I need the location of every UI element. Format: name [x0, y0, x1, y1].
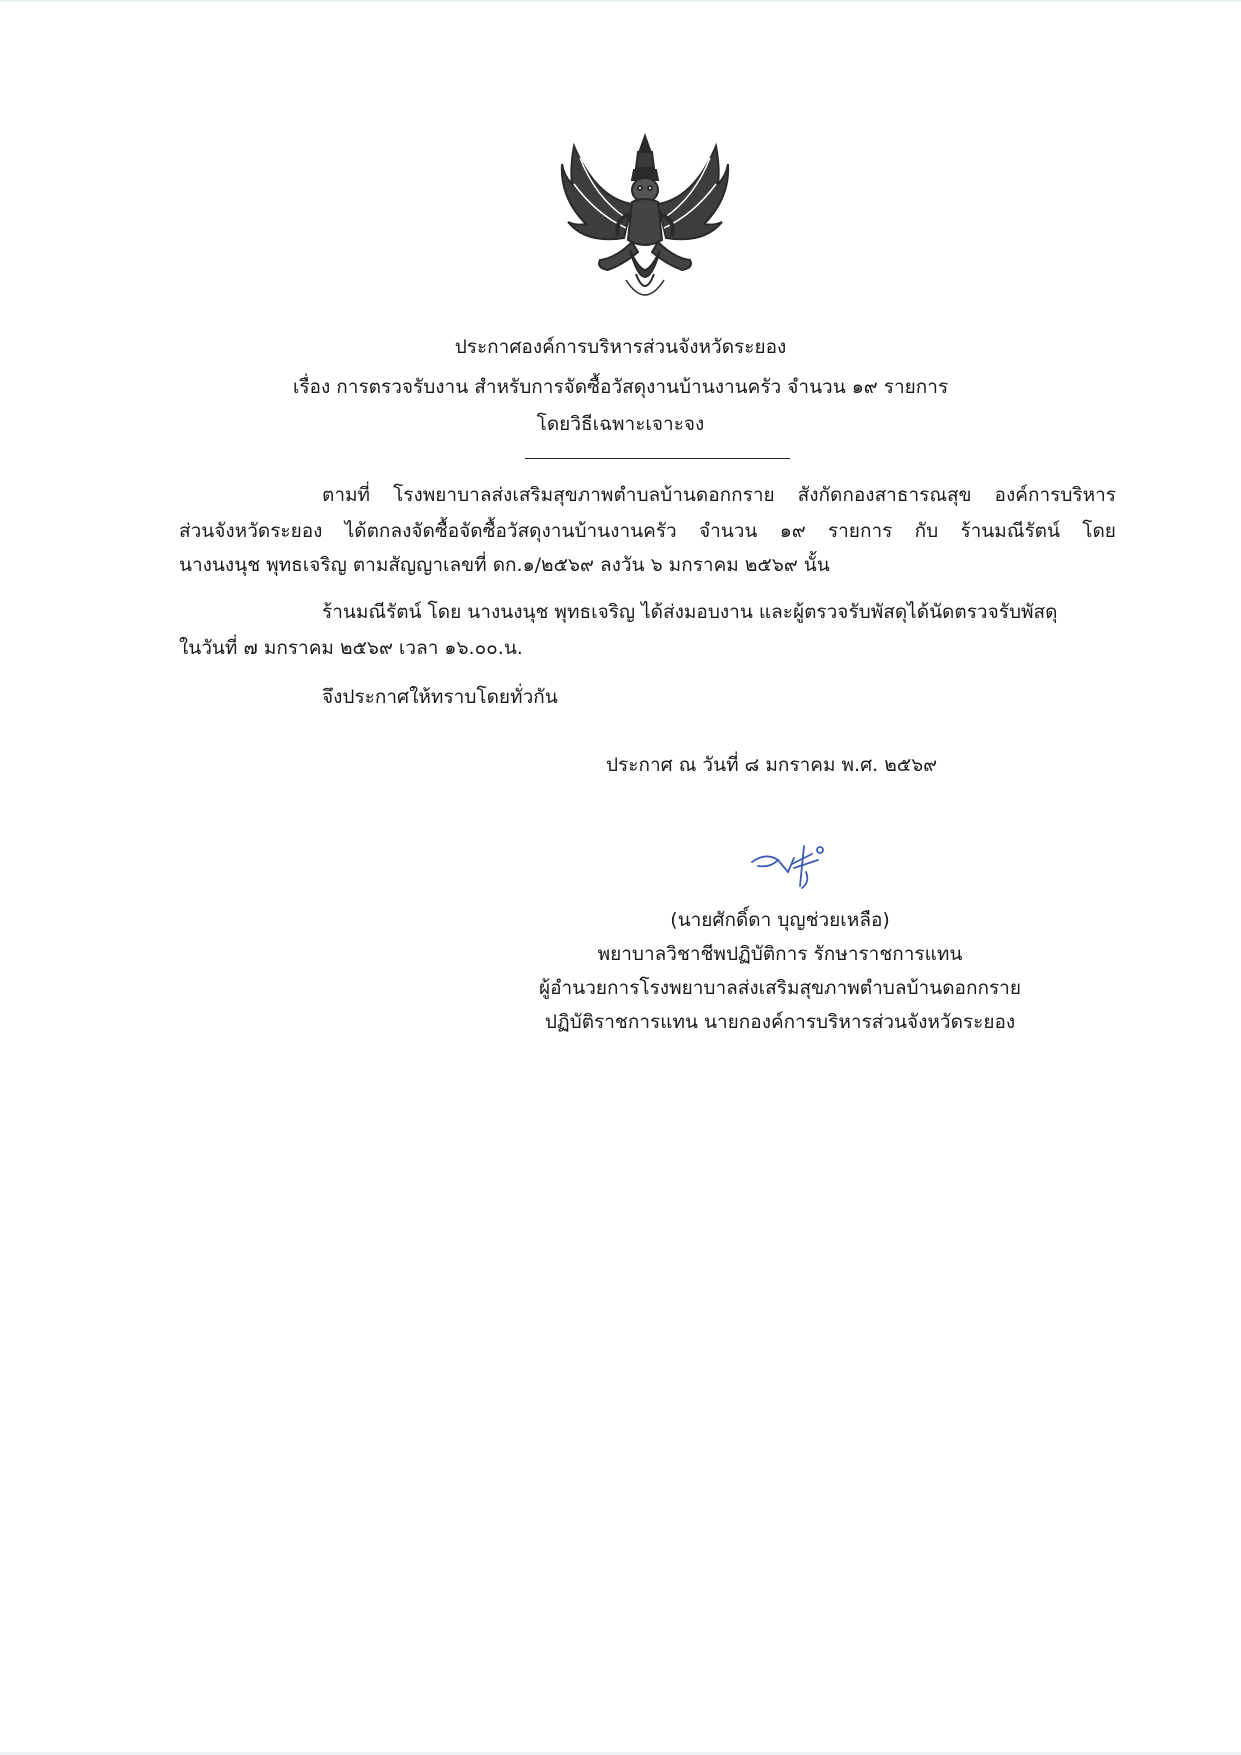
para2-line2: ในวันที่ ๗ มกราคม ๒๕๖๙ เวลา ๑๖.๐๐.น. — [179, 637, 523, 659]
closing-statement: จึงประกาศให้ทราบโดยทั่วกัน — [322, 686, 558, 708]
para1-word: ๑๙ — [779, 520, 806, 542]
para1-word: ตามที่ — [322, 484, 371, 506]
announcement-title: ประกาศองค์การบริหารส่วนจังหวัดระยอง — [454, 336, 787, 358]
para2-line1: ร้านมณีรัตน์ โดย นางนงนุช พุทธเจริญ ได้ส่งมอบงาน และผู้ตรวจรับพัสดุได้นัดตรวจรับพัสดุ — [322, 601, 1058, 623]
signatory-position-3: ปฏิบัติราชการแทน นายกองค์การบริหารส่วนจังหวัดระยอง — [544, 1011, 1016, 1033]
para1-word: ส่วนจังหวัดระยอง — [179, 520, 323, 542]
announcement-method: โดยวิธีเฉพาะเจาะจง — [536, 413, 705, 435]
para1-word: สังกัดกองสาธารณสุข — [797, 484, 972, 506]
para1-line3: นางนงนุช พุทธเจริญ ตามสัญญาเลขที่ ดก.๑/๒๕๖๙ ลงวัน ๖ มกราคม ๒๕๖๙ นั้น — [179, 554, 830, 576]
announcement-date: ประกาศ ณ วันที่ ๘ มกราคม พ.ศ. ๒๕๖๙ — [606, 754, 938, 776]
announcement-subject: เรื่อง การตรวจรับงาน สำหรับการจัดซื้อวัสดุงานบ้านงานครัว จำนวน ๑๙ รายการ — [292, 376, 949, 398]
para1-word: ร้านมณีรัตน์ — [960, 520, 1060, 542]
header-divider — [525, 458, 790, 459]
signatory-position-2: ผู้อำนวยการโรงพยาบาลส่งเสริมสุขภาพตำบลบ้านดอกกราย — [539, 977, 1021, 999]
para1-line1 — [322, 482, 1116, 508]
para1-word: โดย — [1082, 520, 1116, 542]
para1-word: รายการ — [827, 520, 893, 542]
para1-line2 — [179, 518, 1116, 544]
para1-word: องค์การบริหาร — [994, 484, 1116, 506]
para1-word: จำนวน — [698, 520, 758, 542]
garuda-emblem-icon — [556, 128, 734, 308]
handwritten-signature-icon — [748, 842, 848, 894]
para1-word: โรงพยาบาลส่งเสริมสุขภาพตำบลบ้านดอกกราย — [393, 484, 775, 506]
signatory-position-1: พยาบาลวิชาชีพปฏิบัติการ รักษาราชการแทน — [597, 943, 963, 965]
para1-word: ได้ตกลงจัดซื้อจัดซื้อวัสดุงานบ้านงานครัว — [344, 520, 677, 542]
signatory-name: (นายศักดิ์ดา บุญช่วยเหลือ) — [670, 909, 890, 931]
signatory-block — [500, 903, 1060, 1039]
scan-edge-top — [0, 0, 1241, 2]
para1-word: กับ — [914, 520, 939, 542]
